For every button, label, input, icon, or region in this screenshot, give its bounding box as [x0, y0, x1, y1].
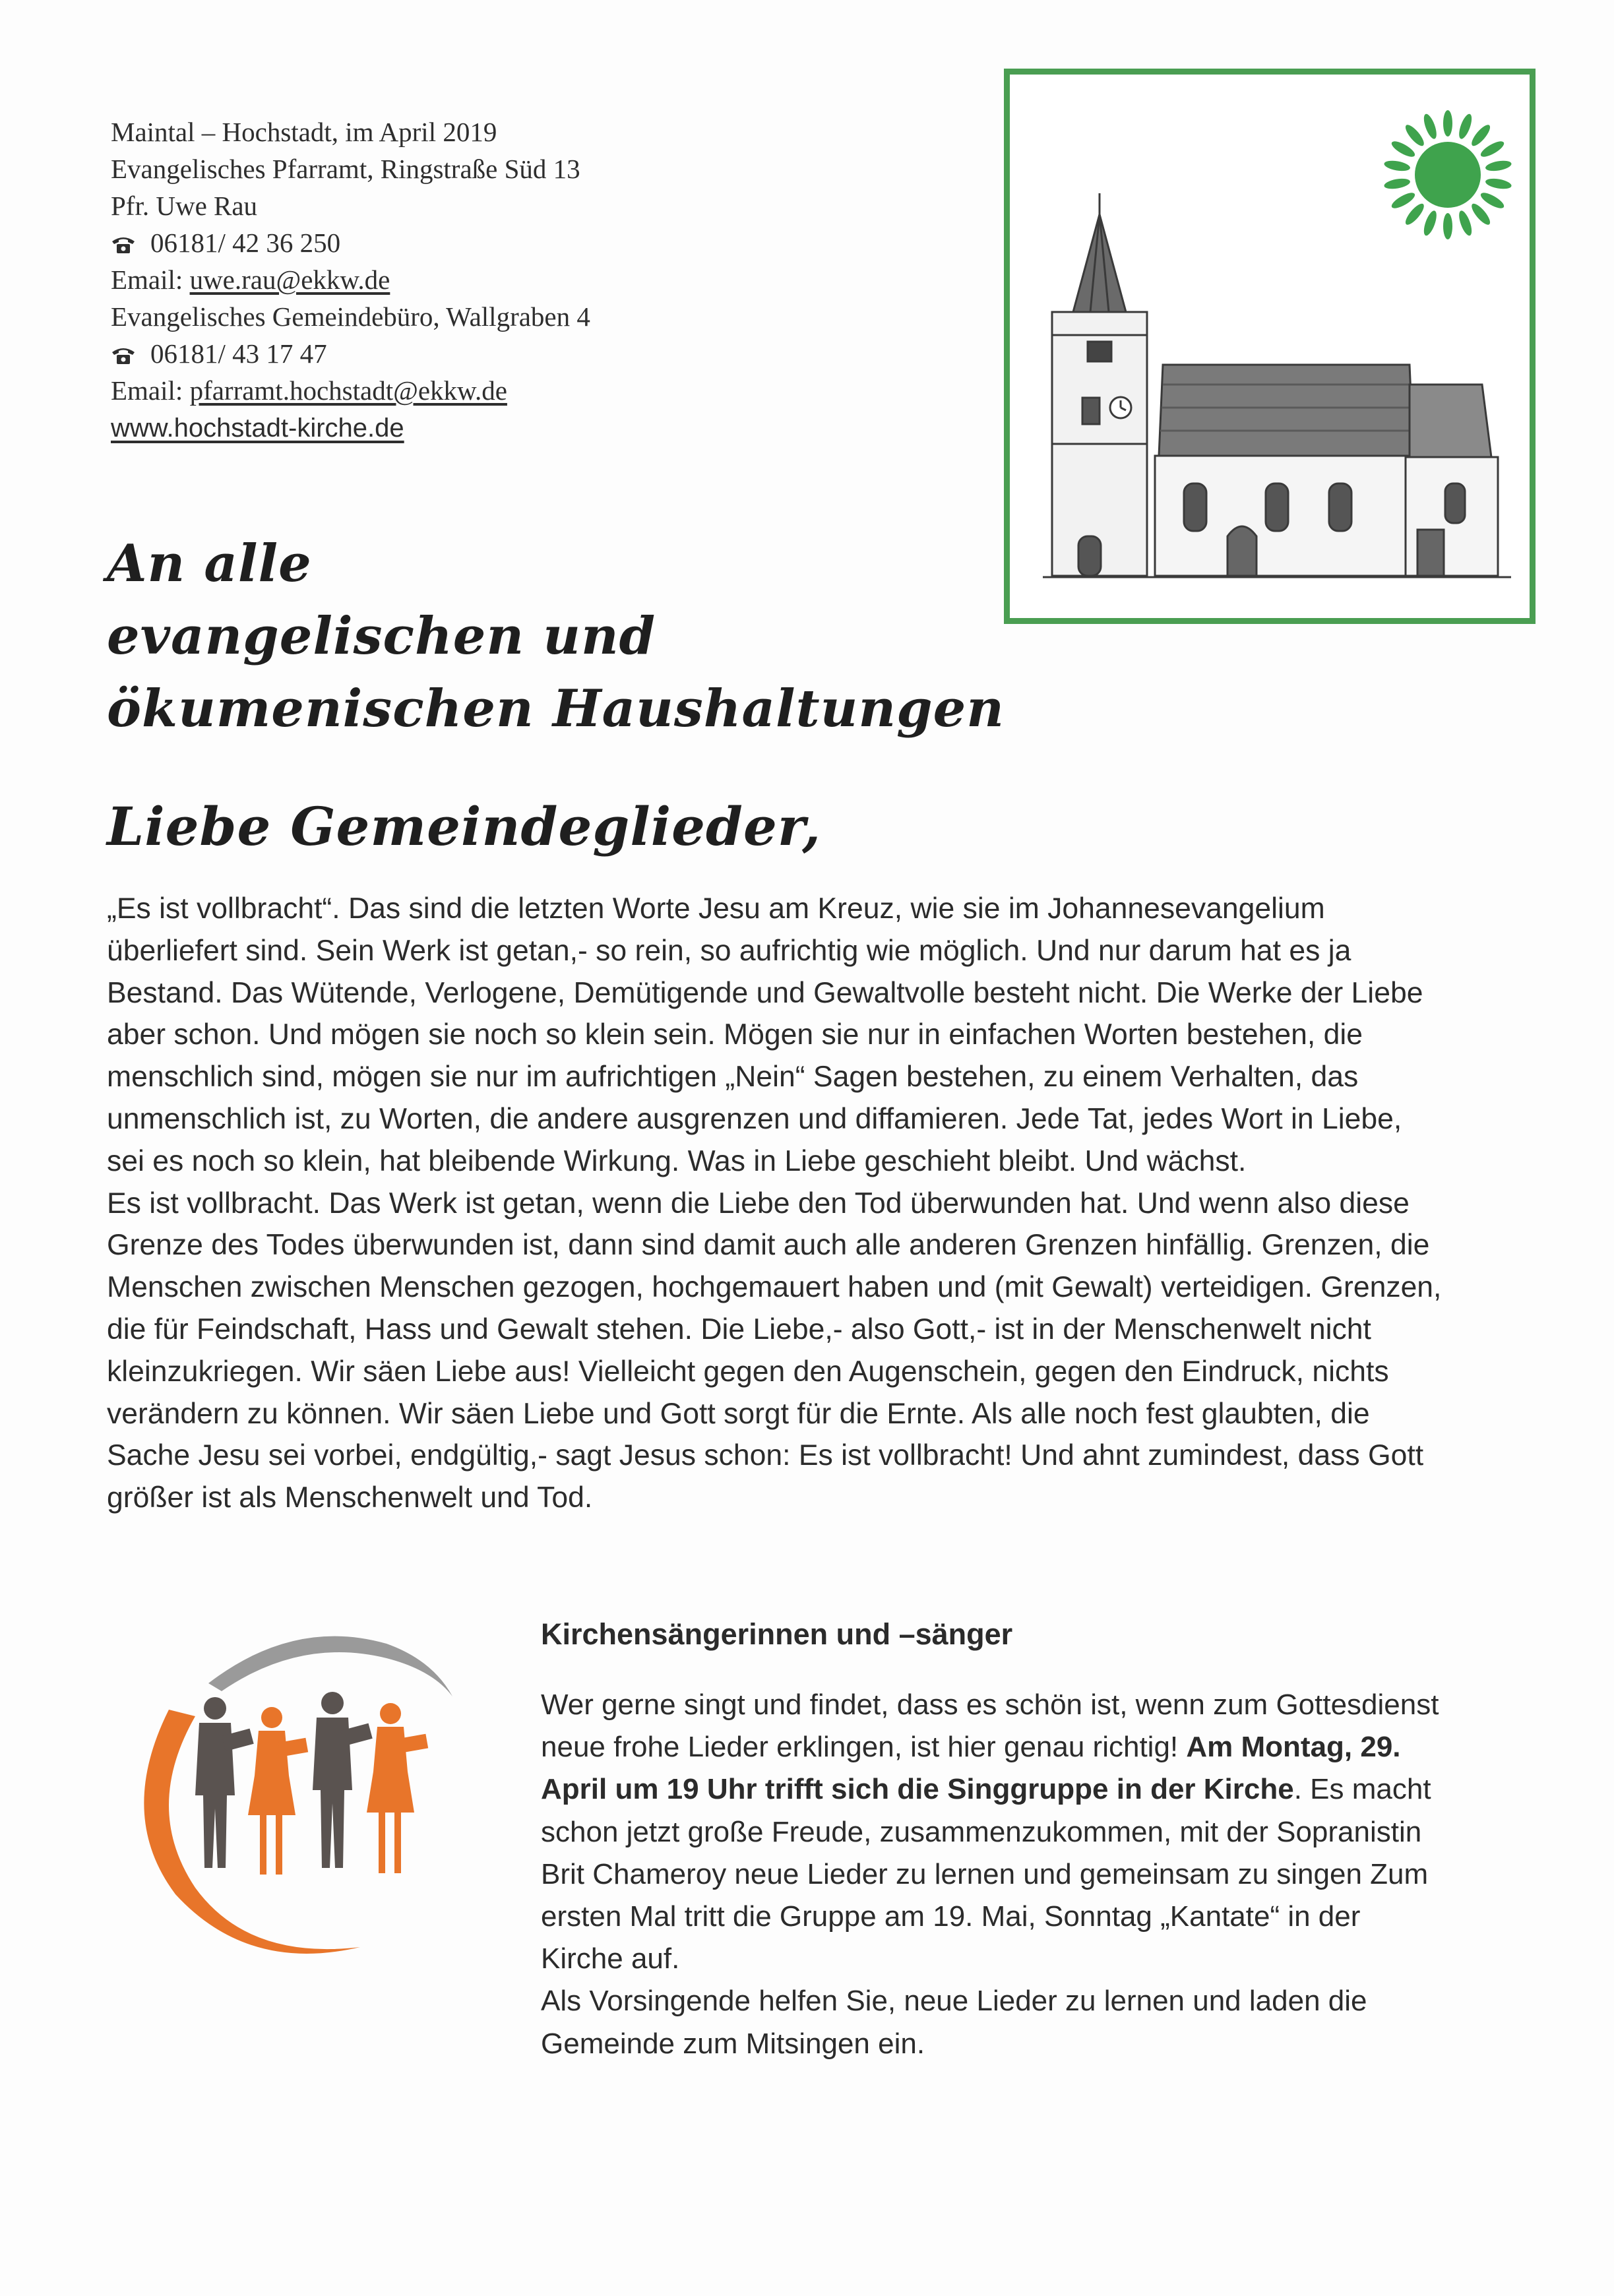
- email-label-2: Email:: [111, 375, 190, 406]
- website-line: [111, 409, 902, 447]
- body-line: kleinzukriegen. Wir säen Liebe aus! Vielleicht gegen den Augenschein, gegen den Eindruck, nichts: [107, 1355, 1389, 1388]
- bureau-address: Evangelisches Gemeindebüro, Wallgraben 4: [111, 301, 590, 332]
- phone-line-1: [111, 224, 902, 261]
- choir-line-text: neue frohe Lieder erklingen, ist hier genau richtig!: [541, 1731, 1187, 1764]
- choir-time-bold: April um 19 Uhr trifft sich die Singgruppe in der Kirche: [541, 1773, 1294, 1806]
- phone-number-2: 06181/ 43 17 47: [150, 338, 327, 369]
- greeting: Liebe Gemeindeglieder,: [107, 795, 822, 857]
- body-line: größer ist als Menschenwelt und Tod.: [107, 1481, 593, 1514]
- email-line-1: [111, 261, 902, 298]
- letter-body: [107, 888, 1558, 1519]
- singer-figure-icon: [195, 1697, 254, 1868]
- email-line-2: [111, 372, 902, 409]
- telephone-icon: [111, 346, 136, 365]
- church-drawing: [1043, 193, 1511, 577]
- choir-date-bold: Am Montag, 29.: [1186, 1731, 1401, 1764]
- choir-section-text: [541, 1684, 1530, 2065]
- body-line: sei es noch so klein, hat bleibende Wirkung. Was in Liebe geschieht bleibt. Und wächst.: [107, 1144, 1247, 1177]
- choir-line: Gemeinde zum Mitsingen ein.: [541, 2027, 925, 2060]
- singer-figure-icon: [248, 1707, 308, 1875]
- body-line: unmenschlich ist, zu Worten, die andere ausgrenzen und diffamieren. Jede Tat, jedes Wort in Liebe,: [107, 1102, 1402, 1135]
- singer-figure-icon: [367, 1703, 428, 1873]
- body-line: verändern zu können. Wir säen Liebe und Gott sorgt für die Ernte. Als alle noch fest glaubten, die: [107, 1397, 1370, 1430]
- headline-line-2: evangelischen und: [107, 606, 656, 666]
- email-label-1: Email:: [111, 264, 190, 295]
- email-link-2[interactable]: pfarramt.hochstadt@ekkw.de: [189, 375, 507, 406]
- phone-line-2: [111, 335, 902, 372]
- email-link-1[interactable]: uwe.rau@ekkw.de: [189, 264, 390, 295]
- choir-line: Brit Chameroy neue Lieder zu lernen und gemeinsam zu singen Zum: [541, 1857, 1429, 1890]
- headline-line-1: An alle: [107, 534, 312, 594]
- singer-figure-icon: [313, 1692, 373, 1868]
- headline: [107, 528, 1005, 745]
- body-line: Menschen zwischen Menschen gezogen, hochgemauert haben und (mit Gewalt) verteidigen. Grenzen,: [107, 1271, 1442, 1304]
- place-date: Maintal – Hochstadt, im April 2019: [111, 117, 497, 147]
- body-line: Grenze des Todes überwunden ist, dann sind damit auch alle anderen Grenzen hinfällig. Grenzen, die: [107, 1229, 1430, 1262]
- body-line: aber schon. Und mögen sie noch so klein sein. Mögen sie nur in einfachen Worten bestehen, die: [107, 1018, 1363, 1051]
- website-link[interactable]: www.hochstadt-kirche.de: [111, 414, 404, 443]
- body-line: Es ist vollbracht. Das Werk ist getan, wenn die Liebe den Tod überwunden hat. Und wenn also diese: [107, 1187, 1410, 1220]
- choir-line: [541, 1726, 1530, 1768]
- choir-line: ersten Mal tritt die Gruppe am 19. Mai, Sonntag „Kantate“ in der: [541, 1900, 1361, 1933]
- phone-number-1: 06181/ 42 36 250: [150, 228, 341, 258]
- choir-line: Als Vorsingende helfen Sie, neue Lieder zu lernen und laden die: [541, 1985, 1367, 2018]
- body-line: überliefert sind. Sein Werk ist getan,- so rein, so aufrichtig wie möglich. Und nur darum hat es ja: [107, 934, 1351, 967]
- body-line: menschlich sind, mögen sie nur im aufrichtigen „Nein“ Sagen bestehen, zu einem Verhalten, das: [107, 1061, 1359, 1094]
- choir-section-title: Kirchensängerinnen und –sänger: [541, 1617, 1013, 1651]
- pastor-name: Pfr. Uwe Rau: [111, 191, 258, 221]
- sun-icon: [1383, 110, 1512, 239]
- grey-arc: [208, 1636, 452, 1696]
- church-illustration: [1010, 75, 1530, 618]
- church-illustration-frame: [1004, 69, 1536, 624]
- choir-line: Kirche auf.: [541, 1942, 680, 1975]
- body-line: Sache Jesu sei vorbei, endgültig,- sagt Jesus schon: Es ist vollbracht! Und ahnt zumindest, dass Gott: [107, 1439, 1424, 1472]
- choir-line: schon jetzt große Freude, zusammenzukommen, mit der Sopranistin: [541, 1815, 1422, 1848]
- headline-line-3: ökumenischen Haushaltungen: [107, 679, 1005, 739]
- office-address: Evangelisches Pfarramt, Ringstraße Süd 13: [111, 154, 580, 184]
- choir-line: [541, 1768, 1530, 1811]
- choir-line-text: . Es macht: [1293, 1773, 1431, 1806]
- body-line: die für Feindschaft, Hass und Gewalt stehen. Die Liebe,- also Gott,- ist in der Menschenwelt nicht: [107, 1313, 1371, 1346]
- choir-logo: [123, 1617, 492, 1968]
- choir-line: Wer gerne singt und findet, dass es schön ist, wenn zum Gottesdienst: [541, 1689, 1439, 1721]
- telephone-icon: [111, 235, 136, 255]
- letterhead: [111, 113, 902, 447]
- body-line: Bestand. Das Wütende, Verlogene, Demütigende und Gewaltvolle besteht nicht. Die Werke der Liebe: [107, 976, 1423, 1009]
- body-line: „Es ist vollbracht“. Das sind die letzten Worte Jesu am Kreuz, wie sie im Johannesevangelium: [107, 892, 1325, 925]
